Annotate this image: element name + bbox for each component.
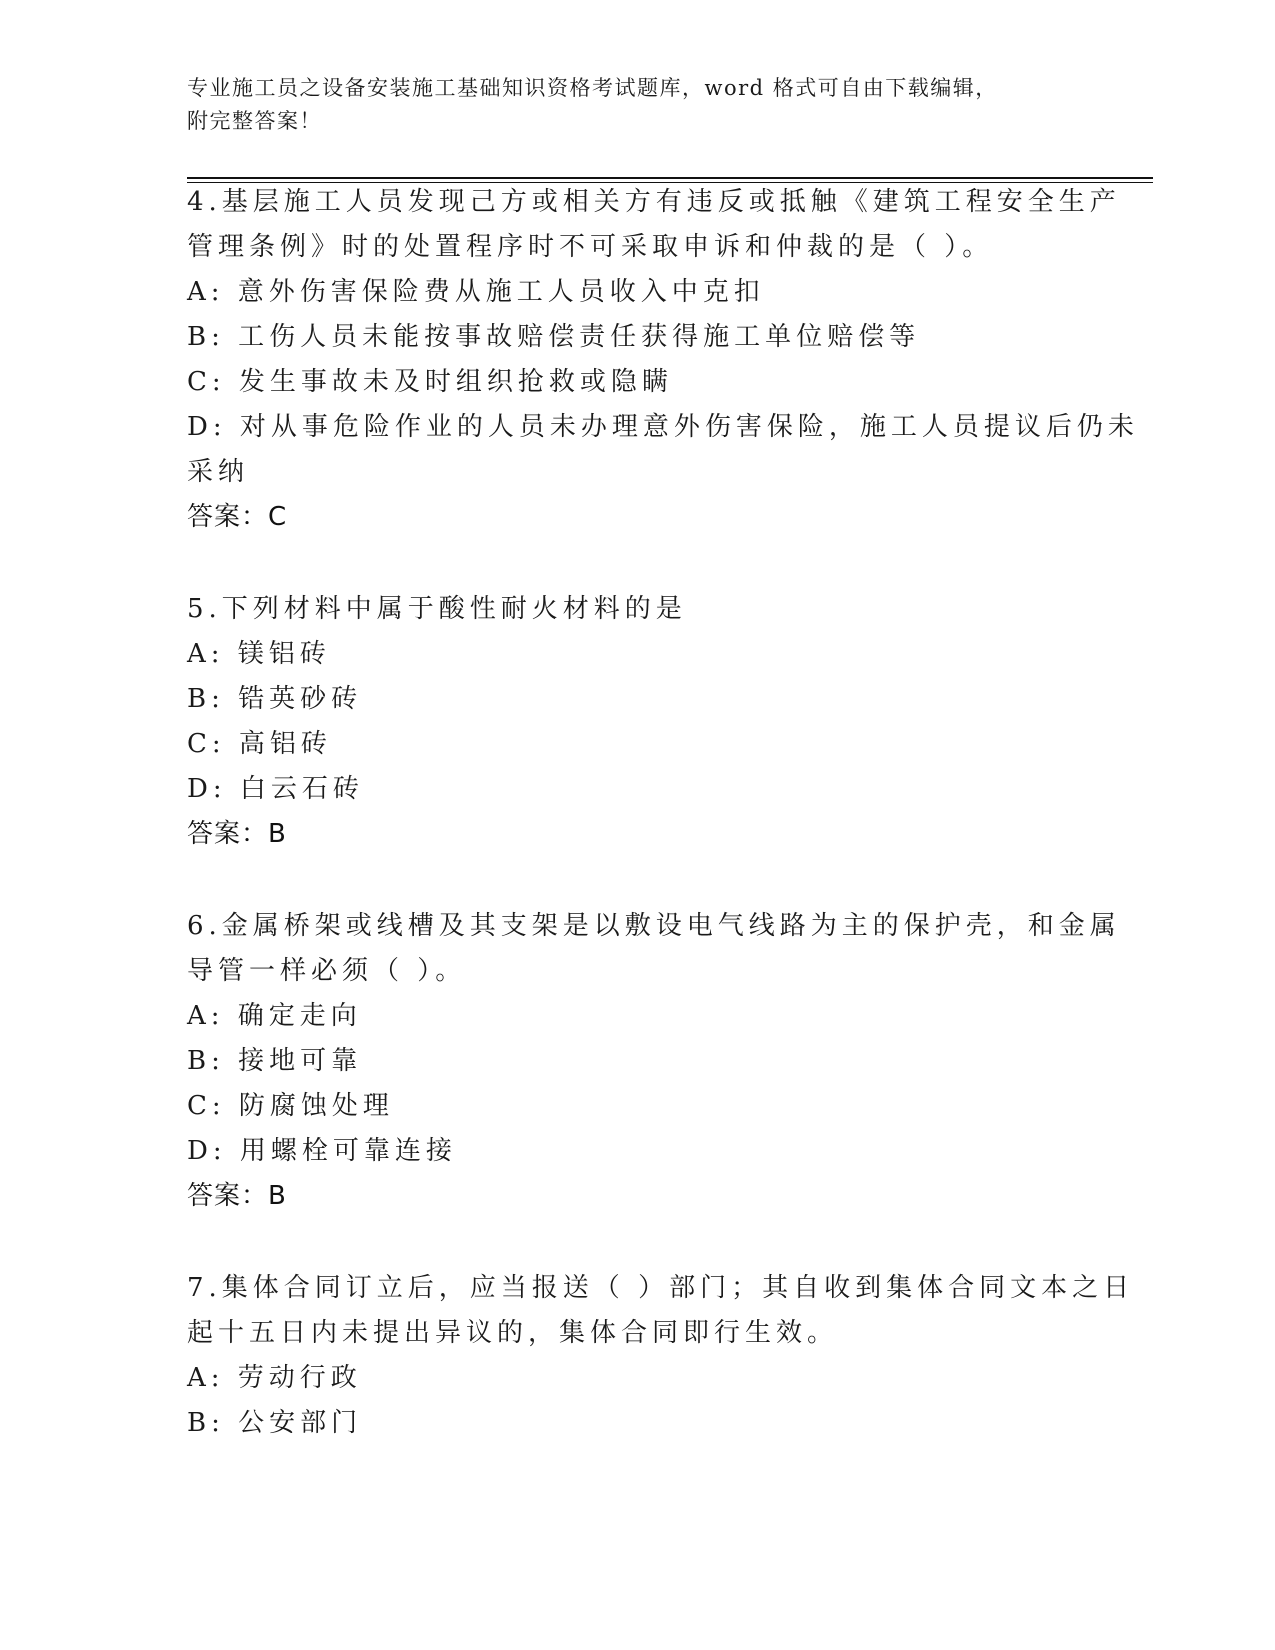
document-header (187, 72, 1067, 138)
question-6 (187, 904, 1121, 1219)
question-5-option-d: D: 白云石砖 (187, 774, 364, 804)
question-6-option-a: A: 确定走向 (187, 1001, 362, 1031)
question-4-option-b: B: 工伤人员未能按事故赔偿责任获得施工单位赔偿等 (187, 322, 921, 352)
question-6-option-b: B: 接地可靠 (187, 1046, 363, 1076)
question-7 (187, 1266, 1135, 1446)
question-5-option-b: B: 锆英砂砖 (187, 684, 363, 714)
question-6-stem-line-2: 导管一样必须（ ）。 (187, 956, 467, 986)
question-4-option-d-line-1: D: 对从事危险作业的人员未办理意外伤害保险，施工人员提议后仍未 (187, 412, 1139, 442)
question-5-option-c: C: 高铝砖 (187, 729, 332, 759)
question-4 (187, 180, 1139, 540)
question-4-option-a: A: 意外伤害保险费从施工人员收入中克扣 (187, 277, 765, 307)
question-6-answer: 答案：B (187, 1181, 287, 1211)
question-5-answer: 答案：B (187, 819, 287, 849)
question-6-stem-line-1: 6.金属桥架或线槽及其支架是以敷设电气线路为主的保护壳，和金属 (187, 911, 1121, 941)
question-5-stem-line-1: 5.下列材料中属于酸性耐火材料的是 (187, 594, 687, 624)
question-5 (187, 587, 1067, 857)
question-4-stem-line-1: 4.基层施工人员发现己方或相关方有违反或抵触《建筑工程安全生产 (187, 187, 1121, 217)
question-6-option-d: D: 用螺栓可靠连接 (187, 1136, 457, 1166)
question-7-option-b: B: 公安部门 (187, 1408, 363, 1438)
header-line-1: 专业施工员之设备安装施工基础知识资格考试题库，word 格式可自由下载编辑， (187, 76, 998, 100)
question-6-option-c: C: 防腐蚀处理 (187, 1091, 394, 1121)
header-divider-thick (187, 177, 1153, 179)
question-7-stem-line-2: 起十五日内未提出异议的，集体合同即行生效。 (187, 1318, 839, 1348)
question-7-stem-line-1: 7.集体合同订立后，应当报送（ ）部门；其自收到集体合同文本之日 (187, 1273, 1135, 1303)
question-4-option-d-line-2: 采纳 (187, 457, 250, 487)
question-4-option-c: C: 发生事故未及时组织抢救或隐瞒 (187, 367, 673, 397)
header-line-2: 附完整答案！ (187, 109, 322, 133)
question-5-option-a: A: 镁铝砖 (187, 639, 331, 669)
question-4-answer: 答案：C (187, 502, 288, 532)
question-4-stem-line-2: 管理条例》时的处置程序时不可采取申诉和仲裁的是（ ）。 (187, 232, 994, 262)
question-7-option-a: A: 劳动行政 (187, 1363, 362, 1393)
